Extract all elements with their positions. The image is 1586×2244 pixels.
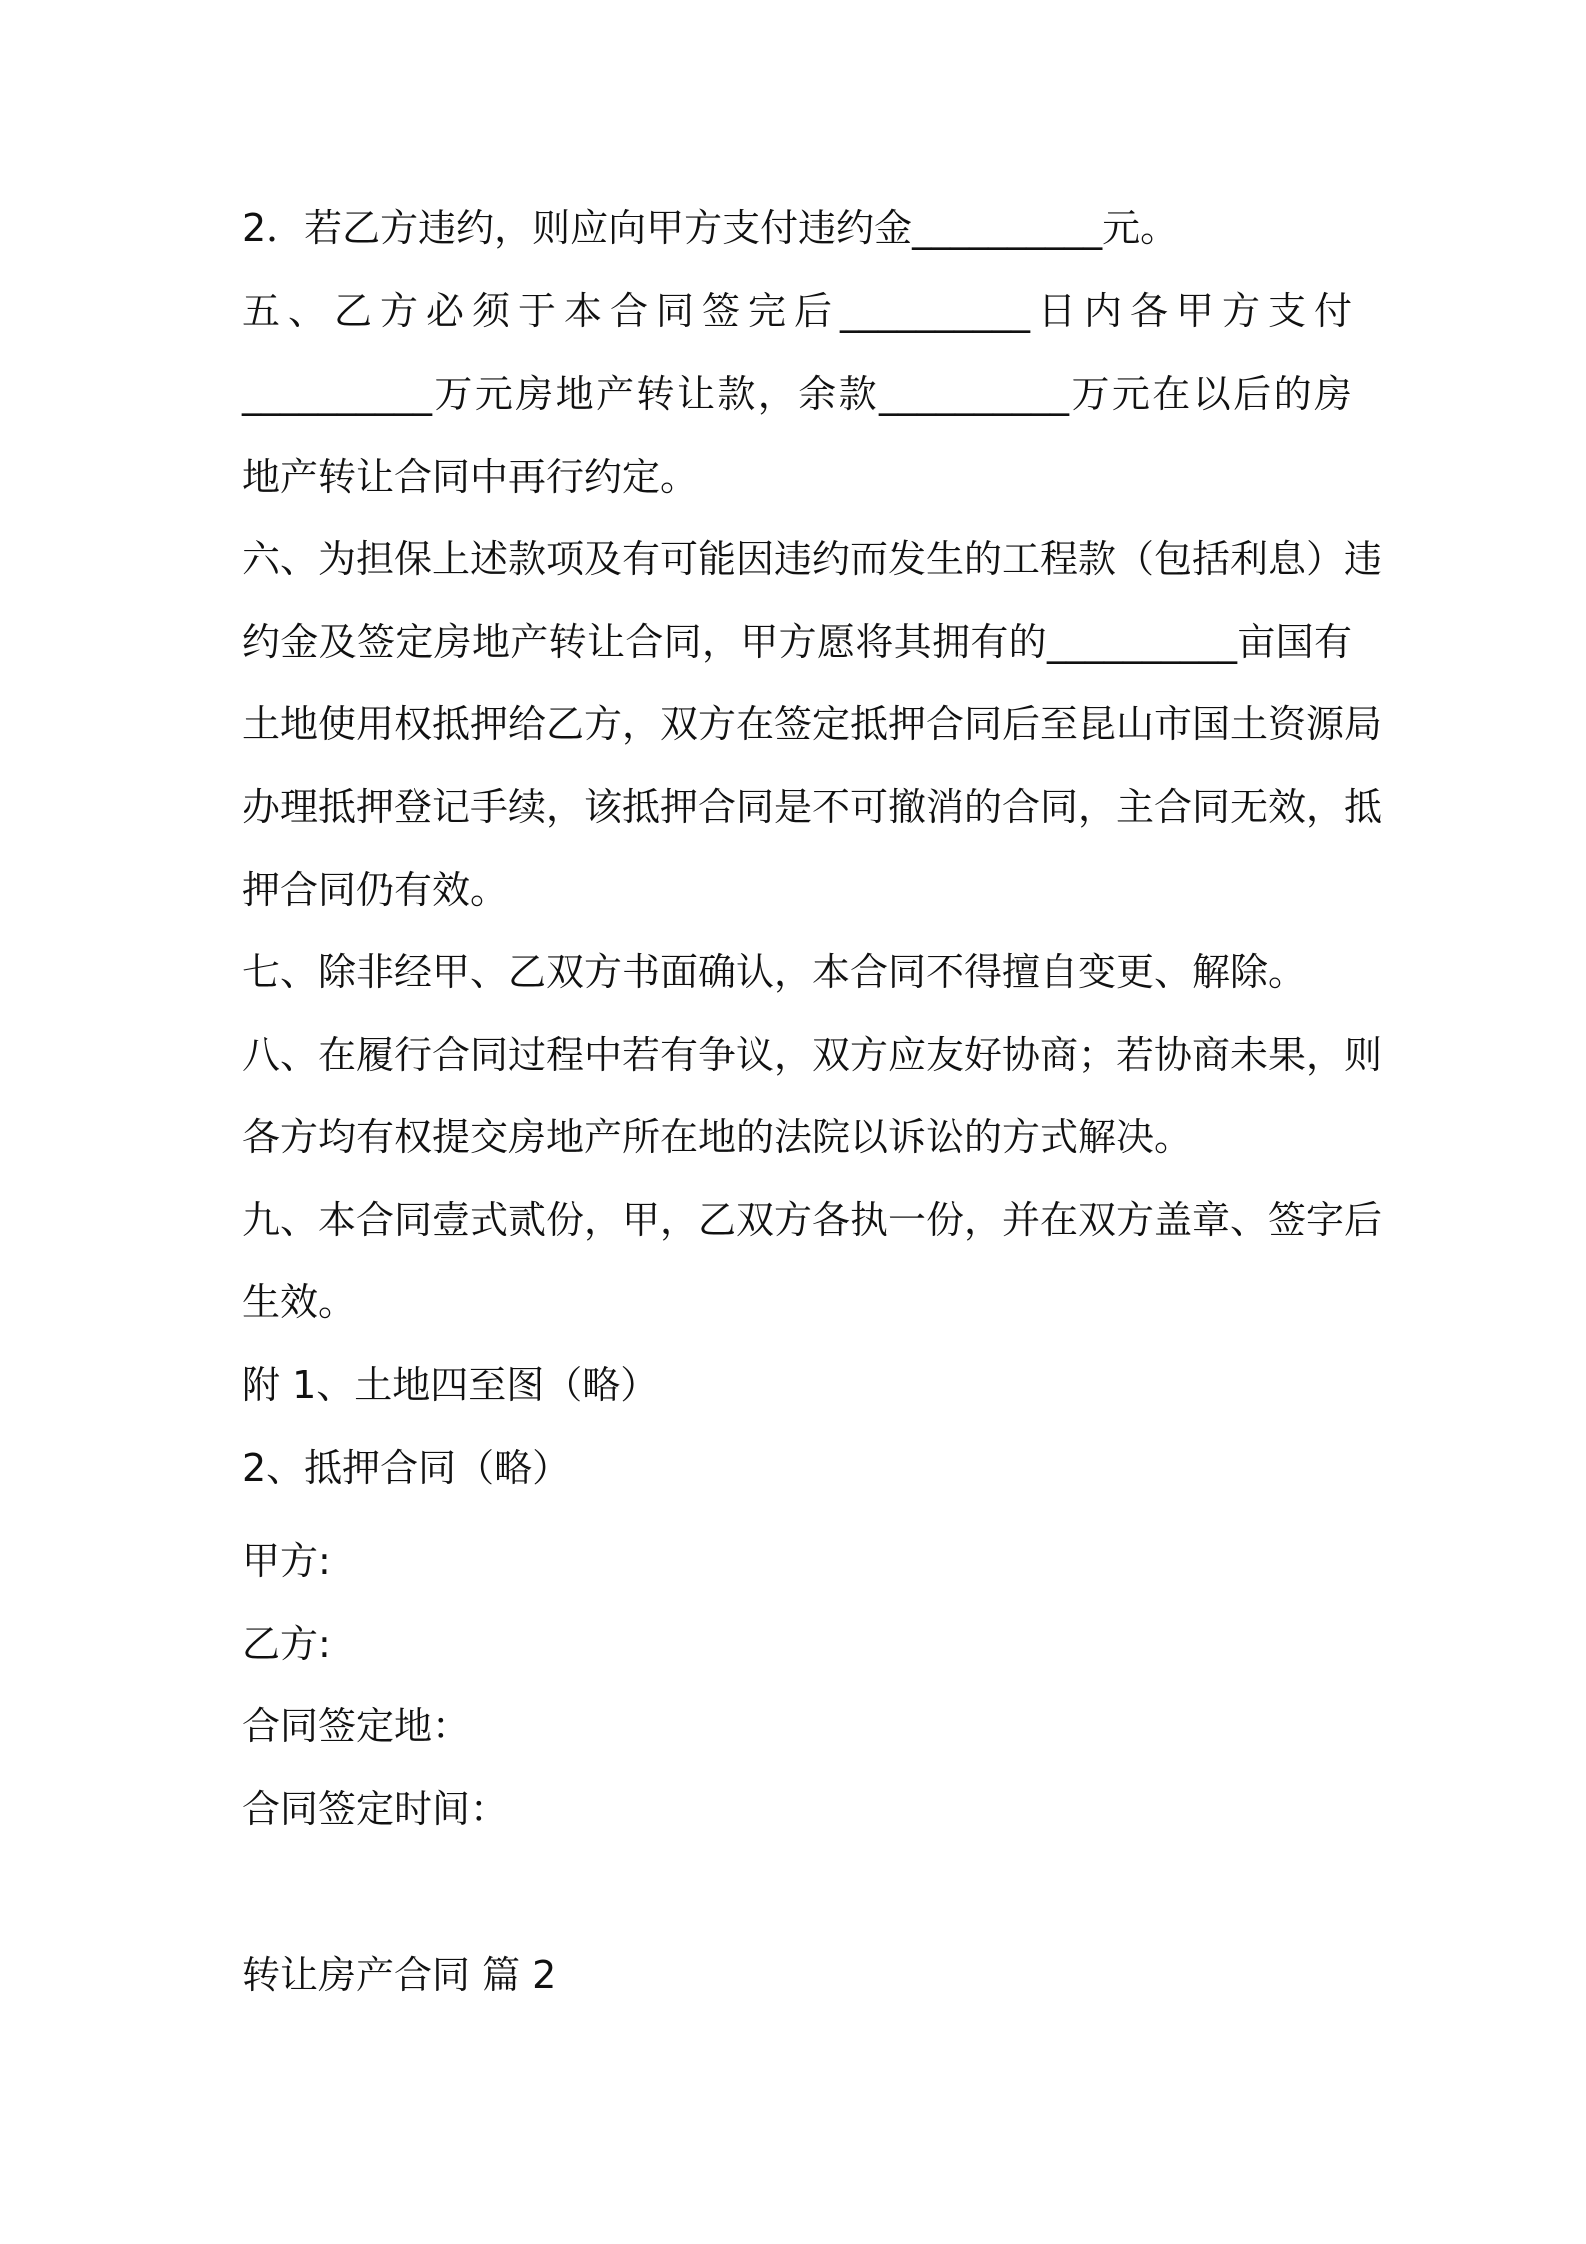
- signing-place-label: 合同签定地：: [242, 1704, 471, 1748]
- clause-9-line-1: 九、本合同壹式贰份，甲，乙双方各执一份，并在双方盖章、签字后: [242, 1198, 1383, 1242]
- clause-7: 七、除非经甲、乙双方书面确认，本合同不得擅自变更、解除。: [242, 950, 1307, 994]
- clause-5-line-3: 地产转让合同中再行约定。: [242, 455, 699, 499]
- clause-6-line-2: 约金及签定房地产转让合同，甲方愿将其拥有的__________亩国有: [242, 620, 1352, 664]
- party-b-label: 乙方:: [242, 1622, 331, 1666]
- party-a-label: 甲方:: [242, 1539, 331, 1583]
- attachment-2: 2、抵押合同（略）: [242, 1446, 571, 1490]
- clause-2-penalty: 2．若乙方违约，则应向甲方支付违约金__________元。: [242, 206, 1179, 250]
- clause-5-line-2: __________万元房地产转让款，余款__________万元在以后的房: [242, 372, 1352, 416]
- clause-6-line-4: 办理抵押登记手续，该抵押合同是不可撤消的合同，主合同无效，抵: [242, 785, 1383, 829]
- clause-8-line-1: 八、在履行合同过程中若有争议，双方应友好协商；若协商未果，则: [242, 1033, 1383, 1077]
- section-heading: 转让房产合同 篇 2: [242, 1953, 557, 1997]
- clause-6-line-5: 押合同仍有效。: [242, 868, 509, 912]
- signing-time-label: 合同签定时间：: [242, 1787, 509, 1831]
- clause-8-line-2: 各方均有权提交房地产所在地的法院以诉讼的方式解决。: [242, 1115, 1193, 1159]
- clause-6-line-3: 土地使用权抵押给乙方，双方在签定抵押合同后至昆山市国土资源局: [242, 702, 1383, 746]
- attachment-1: 附 1、土地四至图（略）: [242, 1363, 659, 1407]
- clause-5-line-1: 五、乙方必须于本合同签完后__________日内各甲方支付: [242, 289, 1352, 333]
- clause-6-line-1: 六、为担保上述款项及有可能因违约而发生的工程款（包括利息）违: [242, 537, 1383, 581]
- clause-9-line-2: 生效。: [242, 1280, 357, 1324]
